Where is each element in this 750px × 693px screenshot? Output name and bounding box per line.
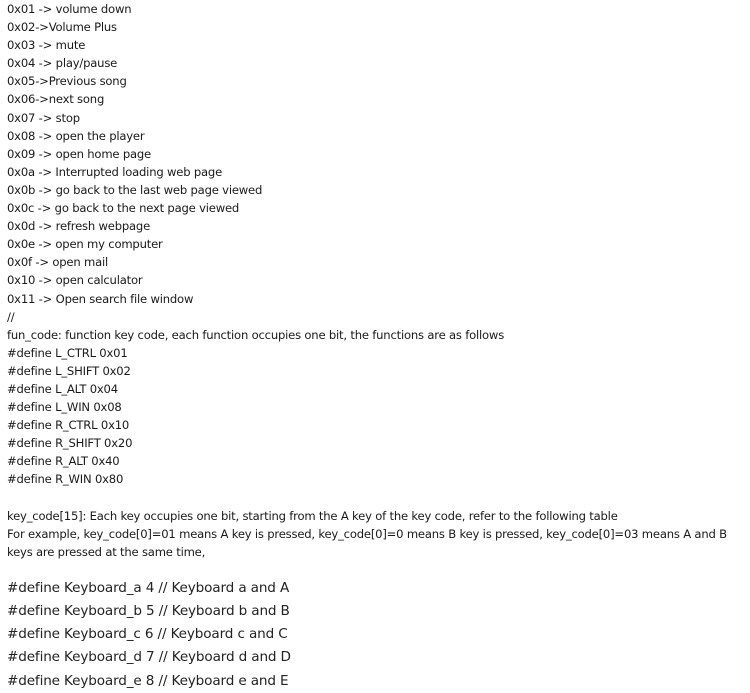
fun-code-define: #define R_SHIFT 0x20 [7, 436, 133, 451]
media-key-line: 0x09 -> open home page [7, 146, 151, 161]
fun-code-intro: fun_code: function key code, each function occupies one bit, the functions are as follows [7, 327, 505, 342]
media-key-line: 0x05->Previous song [7, 74, 127, 89]
media-key-line: 0x0e -> open my computer [7, 237, 163, 252]
fun-code-define: #define L_WIN 0x08 [7, 400, 122, 415]
media-key-line: 0x0a -> Interrupted loading web page [7, 164, 223, 179]
media-key-line: 0x08 -> open the player [7, 128, 145, 143]
key-code-example: For example, key_code[0]=01 means A key is pressed, key_code[0]=0 means B key is pressed, key_code[0]=03 means A and B keys are pressed at the same time, [7, 526, 727, 559]
keyboard-define: #define Keyboard_b 5 // Keyboard b and B [7, 603, 290, 620]
media-key-list [7, 0, 747, 326]
media-key-line: 0x0c -> go back to the next page viewed [7, 201, 240, 216]
fun-code-define: #define L_ALT 0x04 [7, 381, 118, 396]
keyboard-define: #define Keyboard_d 7 // Keyboard d and D [7, 649, 291, 666]
document-body [7, 0, 747, 693]
media-key-line: 0x01 -> volume down [7, 2, 132, 16]
media-key-line: 0x07 -> stop [7, 110, 80, 125]
fun-code-define: #define L_CTRL 0x01 [7, 345, 128, 360]
fun-code-define: #define R_CTRL 0x10 [7, 418, 130, 433]
media-key-line: 0x0d -> refresh webpage [7, 219, 151, 234]
keyboard-define: #define Keyboard_c 6 // Keyboard c and C [7, 626, 288, 643]
media-key-line: 0x04 -> play/pause [7, 56, 118, 71]
fun-code-define: #define R_WIN 0x80 [7, 472, 124, 487]
blank-line [7, 489, 747, 507]
media-key-line: 0x02->Volume Plus [7, 20, 117, 35]
comment-separator: // [7, 309, 15, 324]
media-key-line: 0x0b -> go back to the last web page viewed [7, 182, 263, 197]
keyboard-define-list [7, 577, 747, 693]
fun-code-define: #define L_SHIFT 0x02 [7, 363, 131, 378]
media-key-line: 0x11 -> Open search file window [7, 291, 194, 306]
key-code-intro: key_code[15]: Each key occupies one bit, starting from the A key of the key code, refer to the following table [7, 508, 618, 523]
fun-code-define: #define R_ALT 0x40 [7, 454, 120, 469]
keyboard-define: #define Keyboard_a 4 // Keyboard a and A [7, 579, 290, 596]
media-key-line: 0x0f -> open mail [7, 255, 109, 270]
media-key-line: 0x06->next song [7, 92, 105, 107]
fun-code-define-list [7, 344, 747, 489]
media-key-line: 0x10 -> open calculator [7, 273, 143, 288]
blank-line [7, 561, 747, 577]
keyboard-define: #define Keyboard_e 8 // Keyboard e and E [7, 672, 289, 689]
media-key-line: 0x03 -> mute [7, 38, 86, 53]
